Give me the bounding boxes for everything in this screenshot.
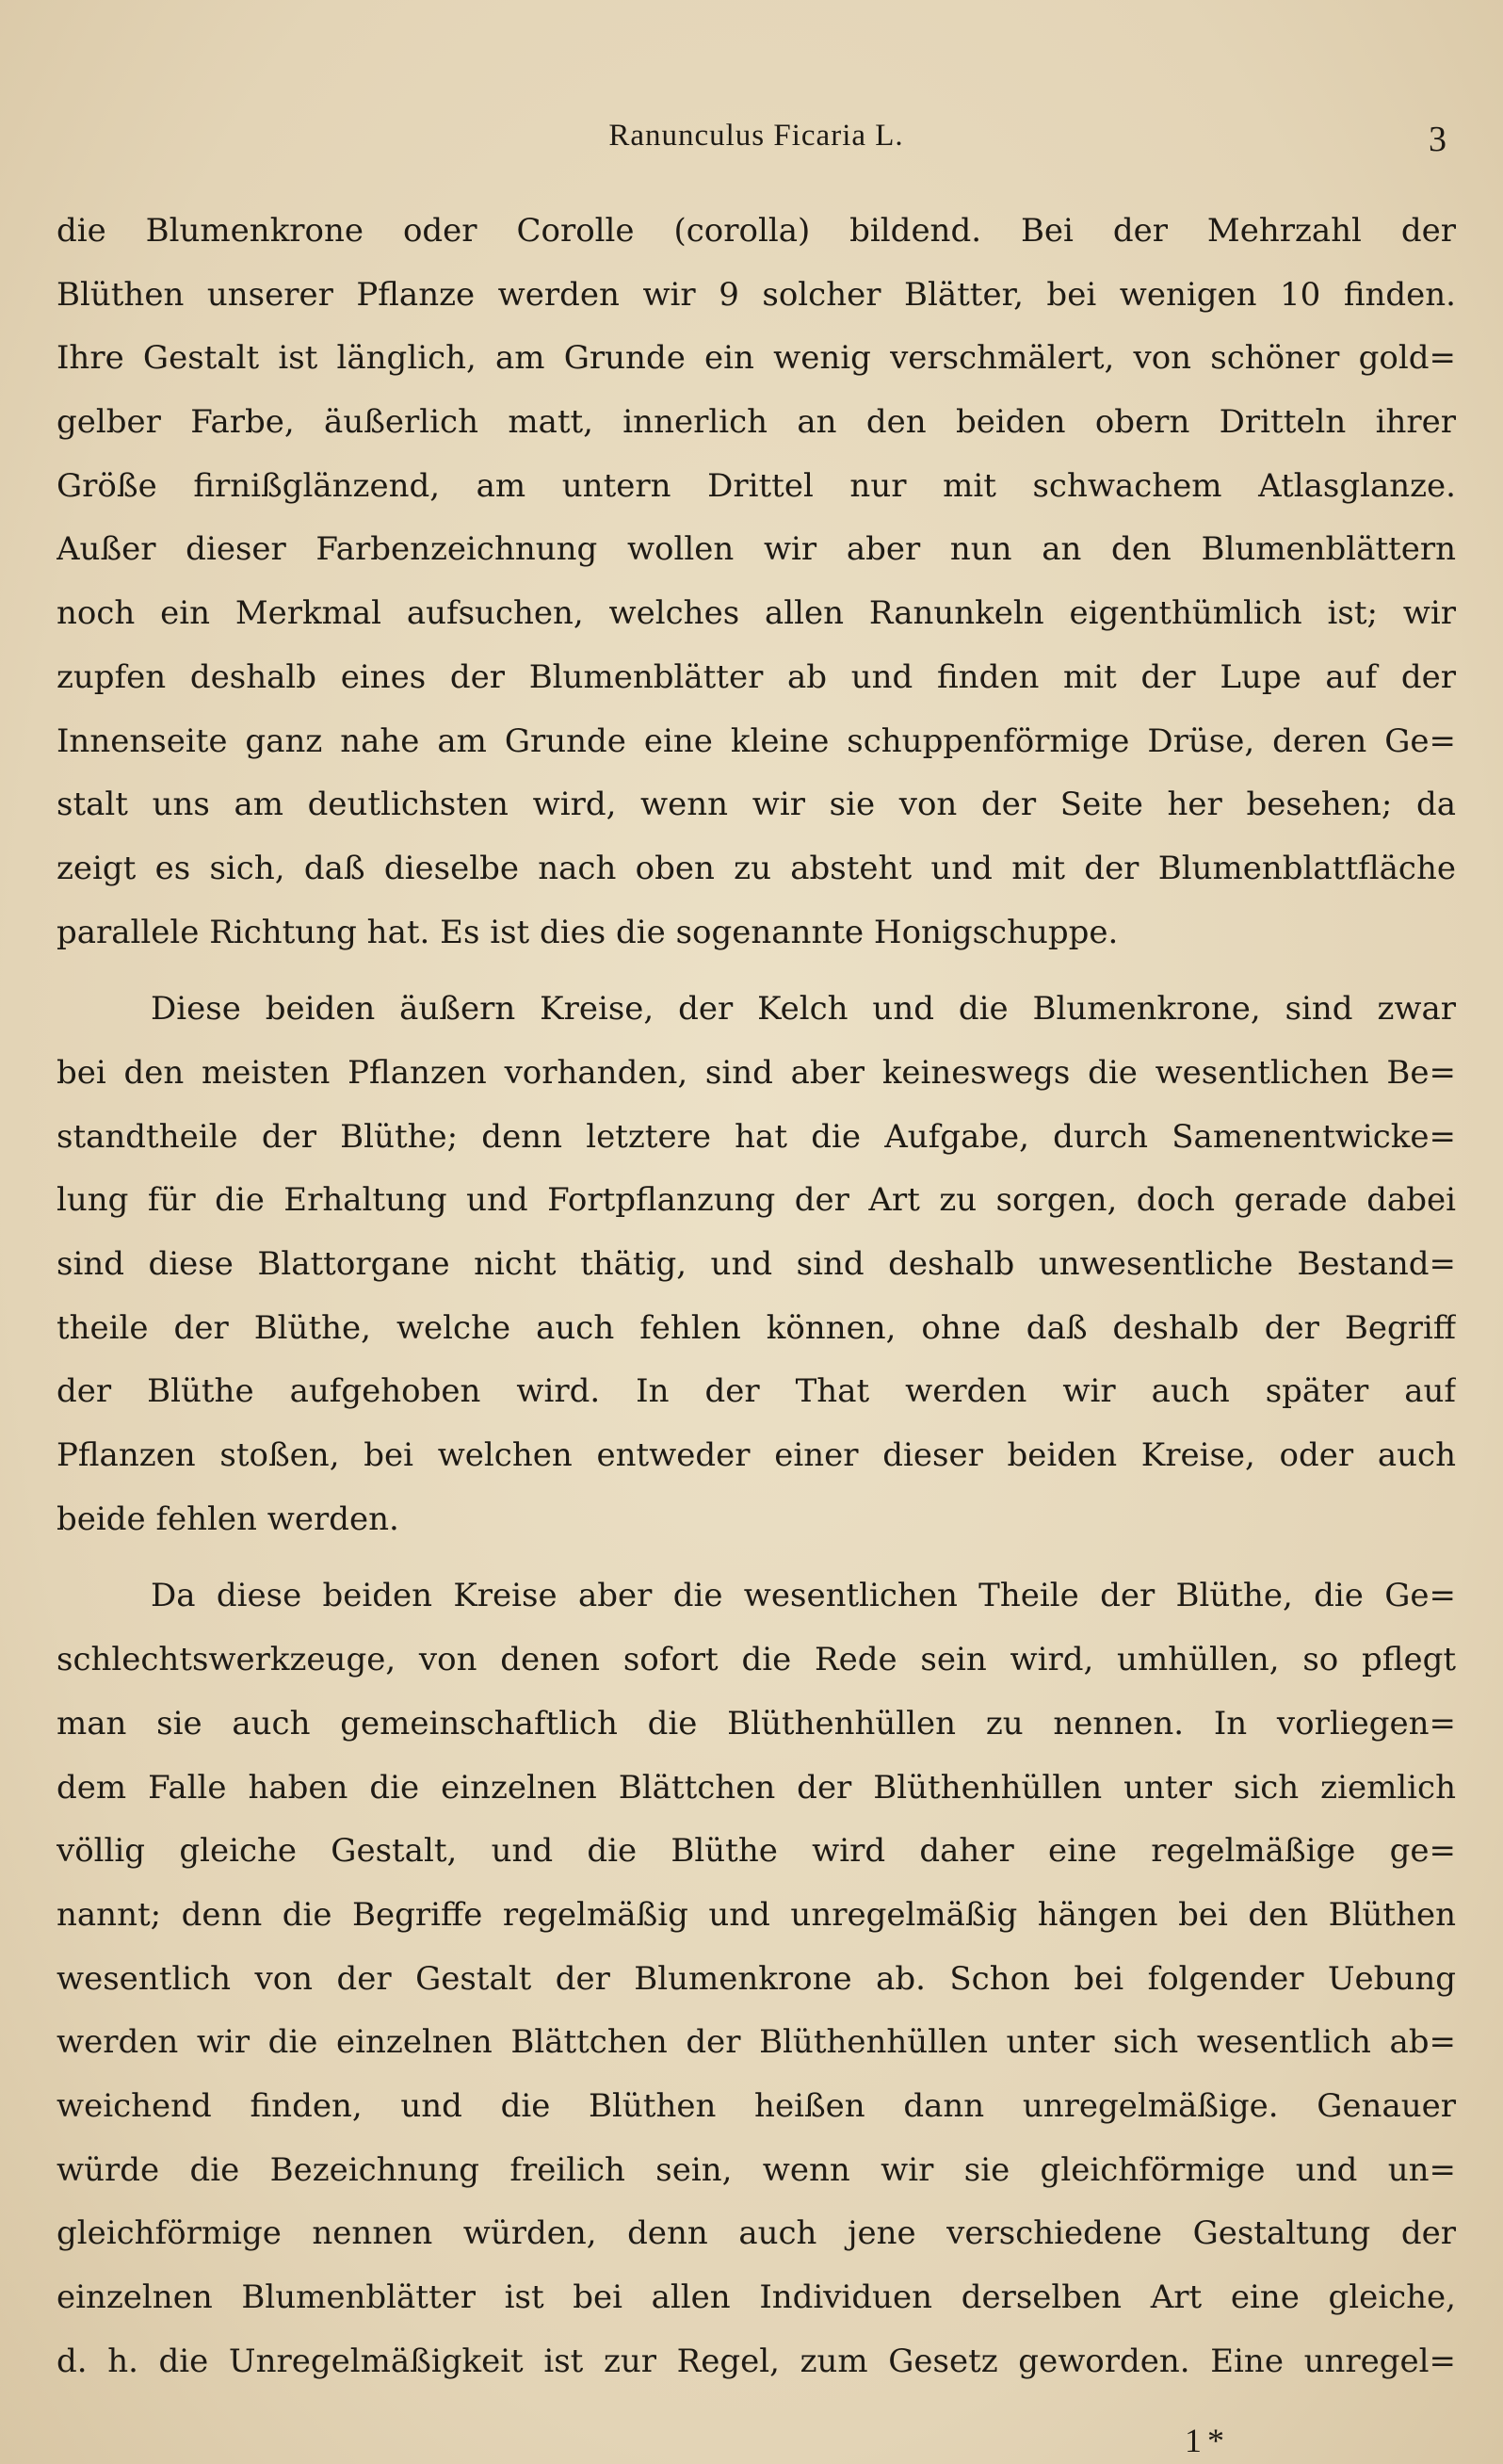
text-line: Diese beiden äußern Kreise, der Kelch und die Blumenkrone, sind zwar — [151, 990, 1456, 1029]
text-line: Ihre Gestalt ist länglich, am Grunde ein wenig verschmälert, von schöner gold= — [57, 339, 1456, 378]
text-line: standtheile der Blüthe; denn letztere hat die Aufgabe, durch Samenentwicke= — [57, 1117, 1456, 1156]
text-line: man sie auch gemeinschaftlich die Blüthenhüllen zu nennen. In vorliegen= — [57, 1704, 1456, 1743]
signature-mark: 1* — [1185, 2422, 1230, 2459]
text-line: schlechtswerkzeuge, von denen sofort die Rede sein wird, umhüllen, so pflegt — [57, 1641, 1456, 1679]
text-line: noch ein Merkmal aufsuchen, welches allen Ranunkeln eigenthümlich ist; wir — [57, 594, 1456, 633]
text-line: Da diese beiden Kreise aber die wesentlichen Theile der Blüthe, die Ge= — [151, 1577, 1456, 1615]
text-line: nannt; denn die Begriffe regelmäßig und unregelmäßig hängen bei den Blüthen — [57, 1895, 1456, 1934]
text-line: beide fehlen werden. — [57, 1499, 399, 1538]
body-text — [57, 200, 1456, 2393]
text-line: lung für die Erhaltung und Fortpflanzung der Art zu sorgen, doch gerade dabei — [57, 1181, 1456, 1220]
text-line: theile der Blüthe, welche auch fehlen können, ohne daß deshalb der Begriff — [57, 1308, 1456, 1347]
text-line: würde die Bezeichnung freilich sein, wenn wir sie gleichförmige und un= — [57, 2150, 1456, 2189]
text-line: bei den meisten Pflanzen vorhanden, sind aber keineswegs die wesentlichen Be= — [57, 1053, 1456, 1092]
text-line: der Blüthe aufgehoben wird. In der That werden wir auch später auf — [57, 1372, 1456, 1411]
text-line: weichend finden, und die Blüthen heißen dann unregelmäßige. Genauer — [57, 2086, 1456, 2125]
text-line: d. h. die Unregelmäßigkeit ist zur Regel, zum Gesetz geworden. Eine unregel= — [57, 2342, 1456, 2380]
text-line: Außer dieser Farbenzeichnung wollen wir aber nun an den Blumenblättern — [57, 530, 1456, 569]
text-line: gleichförmige nennen würden, denn auch jene verschiedene Gestaltung der — [57, 2214, 1456, 2253]
text-line: dem Falle haben die einzelnen Blättchen der Blüthenhüllen unter sich ziemlich — [57, 1768, 1456, 1807]
text-line: völlig gleiche Gestalt, und die Blüthe wird daher eine regelmäßige ge= — [57, 1832, 1456, 1871]
running-title: Ranunculus Ficaria L. — [608, 119, 904, 153]
text-line: Größe firnißglänzend, am untern Drittel nur mit schwachem Atlasglanze. — [57, 466, 1456, 505]
text-line: Blüthen unserer Pflanze werden wir 9 solcher Blätter, bei wenigen 10 finden. — [57, 275, 1456, 314]
text-line: werden wir die einzelnen Blättchen der Blüthenhüllen unter sich wesentlich ab= — [57, 2023, 1456, 2062]
text-line: Innenseite ganz nahe am Grunde eine kleine schuppenförmige Drüse, deren Ge= — [57, 721, 1456, 760]
text-line: parallele Richtung hat. Es ist dies die sogenannte Honigschuppe. — [57, 913, 1119, 951]
text-line: die Blumenkrone oder Corolle (corolla) bildend. Bei der Mehrzahl der — [57, 212, 1456, 250]
text-line: wesentlich von der Gestalt der Blumenkrone ab. Schon bei folgender Uebung — [57, 1959, 1456, 1998]
text-line: stalt uns am deutlichsten wird, wenn wir sie von der Seite her besehen; da — [57, 786, 1456, 824]
text-line: zeigt es sich, daß dieselbe nach oben zu absteht und mit der Blumenblattfläche — [57, 849, 1456, 887]
page-number: 3 — [1429, 120, 1446, 159]
text-line: einzelnen Blumenblätter ist bei allen Individuen derselben Art eine gleiche, — [57, 2278, 1456, 2316]
text-line: Pflanzen stoßen, bei welchen entweder einer dieser beiden Kreise, oder auch — [57, 1436, 1456, 1475]
text-line: gelber Farbe, äußerlich matt, innerlich an den beiden obern Dritteln ihrer — [57, 403, 1456, 442]
text-line: zupfen deshalb eines der Blumenblätter ab und finden mit der Lupe auf der — [57, 657, 1456, 696]
page-header — [57, 119, 1456, 166]
text-line: sind diese Blattorgane nicht thätig, und sind deshalb unwesentliche Bestand= — [57, 1245, 1456, 1283]
